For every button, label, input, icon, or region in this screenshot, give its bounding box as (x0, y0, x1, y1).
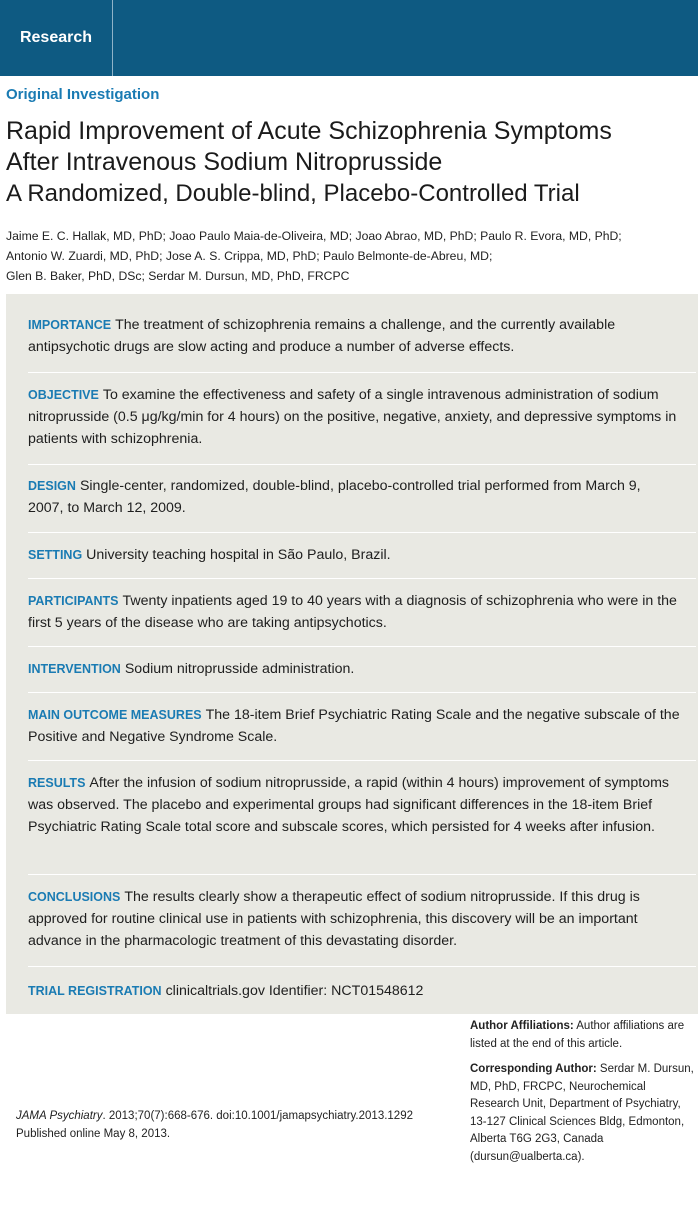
abstract-heading: SETTING (28, 548, 83, 562)
abstract-divider (28, 532, 696, 533)
authors-line-3: Glen B. Baker, PhD, DSc; Serdar M. Dursun, MD, PhD, FRCPC (6, 269, 350, 283)
abstract-setting (28, 544, 680, 566)
abstract-divider (28, 874, 696, 875)
author-list (6, 226, 694, 286)
section-label: Original Investigation (6, 86, 160, 103)
abstract-divider (28, 760, 696, 761)
article-title-line-2: After Intravenous Sodium Nitroprusside (6, 148, 443, 176)
abstract-heading: IMPORTANCE (28, 318, 112, 332)
abstract-text: Sodium nitroprusside administration. (124, 661, 355, 677)
citation-line (16, 1107, 466, 1125)
abstract-design (28, 475, 680, 519)
abstract-objective (28, 384, 680, 450)
citation-details: . 2013;70(7):668-676. doi:10.1001/jamapsychiatry.2013.1292 (102, 1110, 413, 1122)
citation (16, 1107, 466, 1143)
corresponding-label: Corresponding Author: (470, 1063, 597, 1075)
author-info-sidebar (470, 1018, 694, 1174)
title-block (6, 116, 696, 209)
banner-label: Research (0, 0, 113, 76)
abstract-results (28, 772, 680, 838)
header-banner (0, 0, 698, 76)
abstract-importance (28, 314, 680, 358)
affiliations-label: Author Affiliations: (470, 1020, 574, 1032)
abstract-divider (28, 372, 696, 373)
affiliations-text: Author affiliations are listed at the end of this article. (470, 1020, 685, 1050)
abstract-heading: TRIAL REGISTRATION (28, 984, 162, 998)
abstract-heading: CONCLUSIONS (28, 890, 121, 904)
abstract-conclusions (28, 886, 680, 952)
abstract-text: Twenty inpatients aged 19 to 40 years with a diagnosis of schizophrenia who were in the first 5 years of the disease who are taking antipsychotics. (28, 593, 677, 631)
abstract-text: To examine the effectiveness and safety of a single intravenous administration of sodium nitroprusside (0.5 μg/kg/min for 4 hours) on the positive, negative, anxiety, and depressive symptoms in patients with schizophrenia. (28, 387, 677, 447)
abstract-text: The treatment of schizophrenia remains a challenge, and the currently available antipsychotic drugs are slow acting and produce a number of adverse effects. (28, 317, 616, 355)
abstract-heading: OBJECTIVE (28, 388, 99, 402)
abstract-text: The 18-item Brief Psychiatric Rating Scale and the negative subscale of the Positive and Negative Syndrome Scale. (28, 707, 680, 745)
abstract-box (6, 294, 698, 1014)
abstract-text: clinicaltrials.gov Identifier: NCT01548612 (165, 983, 424, 999)
abstract-text: After the infusion of sodium nitroprusside, a rapid (within 4 hours) improvement of symptoms was observed. The placebo and experimental groups had significant differences in the 18-item Brief Psychiatric Rating Scale total score and subscale scores, which persisted for 4 weeks after infusion. (28, 775, 669, 835)
authors-line-2: Antonio W. Zuardi, MD, PhD; Jose A. S. Crippa, MD, PhD; Paulo Belmonte-de-Abreu, MD; (6, 249, 493, 263)
published-online: Published online May 8, 2013. (16, 1128, 171, 1140)
journal-name: JAMA Psychiatry (16, 1110, 103, 1122)
abstract-divider (28, 646, 696, 647)
abstract-participants (28, 590, 680, 634)
abstract-divider (28, 464, 696, 465)
abstract-heading: RESULTS (28, 776, 86, 790)
abstract-divider (28, 966, 696, 967)
abstract-heading: INTERVENTION (28, 662, 121, 676)
authors-line-1: Jaime E. C. Hallak, MD, PhD; Joao Paulo Maia-de-Oliveira, MD; Joao Abrao, MD, PhD; Paulo R. Evora, MD, PhD; (6, 229, 622, 243)
abstract-heading: MAIN OUTCOME MEASURES (28, 708, 202, 722)
abstract-heading: DESIGN (28, 479, 76, 493)
abstract-text: Single-center, randomized, double-blind, placebo-controlled trial performed from March 9, 2007, to March 12, 2009. (28, 478, 641, 516)
abstract-text: The results clearly show a therapeutic effect of sodium nitroprusside. If this drug is approved for routine clinical use in patients with schizophrenia, this discovery will be an important advance in the pharmacologic treatment of this devastating disorder. (28, 889, 640, 949)
corresponding-author (470, 1061, 694, 1166)
abstract-heading: PARTICIPANTS (28, 594, 119, 608)
article-subtitle: A Randomized, Double-blind, Placebo-Controlled Trial (6, 180, 580, 207)
author-affiliations (470, 1018, 694, 1053)
abstract-text: University teaching hospital in São Paulo, Brazil. (86, 547, 391, 563)
abstract-divider (28, 692, 696, 693)
corresponding-text: Serdar M. Dursun, MD, PhD, FRCPC, Neurochemical Research Unit, Department of Psychiatry, 13-127 Clinical Sciences Bldg, Edmonton, Alberta T6G 2G3, Canada (dursun@ualberta.ca). (470, 1063, 694, 1163)
abstract-intervention (28, 658, 680, 680)
abstract-trial-registration (28, 980, 680, 1002)
article-title-line-1: Rapid Improvement of Acute Schizophrenia Symptoms (6, 117, 612, 145)
abstract-divider (28, 578, 696, 579)
abstract-main-outcome-measures (28, 704, 680, 748)
